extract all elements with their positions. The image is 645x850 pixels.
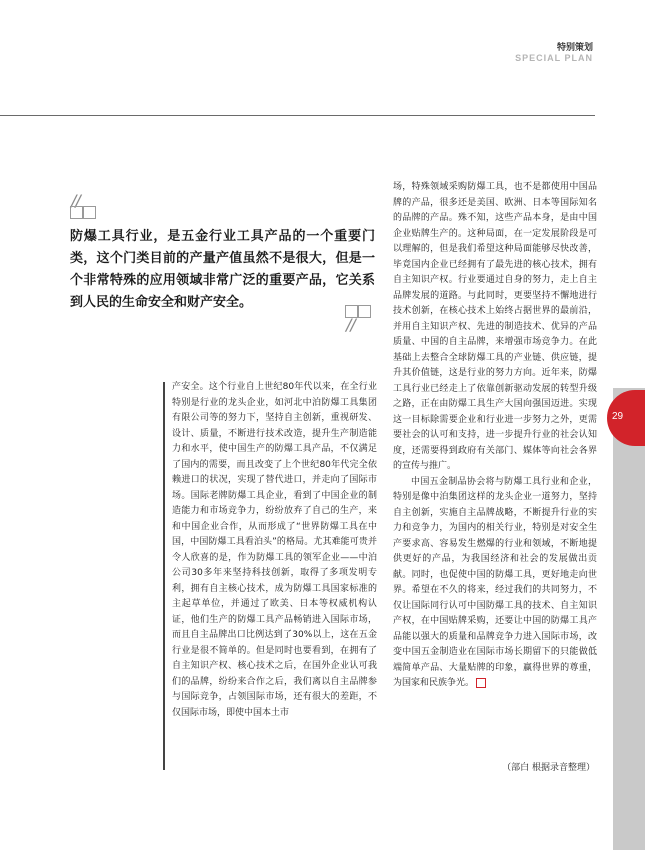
paragraph-text: 中国五金制品协会将与防爆工具行业和企业，特别是像中泊集团这样的龙头企业一道努力，坚持自主创新，实施自主品牌战略，不断提升行业的实力和竞争力，为国内的相关行业，特别是对安全生产要求高、容易发生燃爆的行业和领域，不断地提供更好的产品，为我国经济和社会的发展做出贡献。同时，也促使中国的防爆工具，更好地走向世界。希望在不久的将来，经过我们的共同努力，不仅让国际同行认可中国防爆工具的技术、自主知识产权，在中国贴牌采购，还要让中国的防爆工具产品能以强大的质量和品牌竞争力进入国际市场，改变中国五金制造业在国际市场长期留下的只能做低端简单产品、大量贴牌的印象，赢得世界的尊重，为国家和民族争光。 [393, 476, 597, 688]
paragraph [393, 475, 597, 692]
side-stripe [613, 388, 645, 850]
end-mark-icon [476, 678, 486, 688]
header-rule [0, 115, 595, 116]
pull-quote: 防爆工具行业，是五金行业工具产品的一个重要门类，这个门类目前的产量产值虽然不是很大，但是一个非常特殊的应用领域非常广泛的重要产品，它关系到人民的生命安全和财产安全。 [70, 229, 375, 310]
left-column-bar [163, 382, 165, 770]
left-column [172, 380, 377, 721]
page-number: 29 [612, 411, 624, 422]
section-header-en: SPECIAL PLAN [515, 53, 593, 63]
paragraph: 场，特殊领域采购防爆工具，也不是都使用中国品牌的产品，很多还是美国、欧洲、日本等国际知名的品牌的产品。殊不知，这些产品本身，是由中国企业贴牌生产的。这种局面，在一定发展阶段是可以理解的，但是我们希望这种局面能够尽快改善，毕竟国内企业已经拥有了最先进的核心技术，拥有自主知识产权。行业要通过自身的努力，走上自主品牌发展的道路。与此同时，更要坚持不懈地进行技术创新，在核心技术上始终占据世界的最前沿，并用自主知识产权、先进的制造技术、优异的产品质量、中国的自主品牌，来增强市场竞争力。在此基础上去整合全球防爆工具的产业链、供应链，提升其价值链，这是行业的努力方向。近年来，防爆工具行业已经走上了依靠创新驱动发展的转型升级之路，正在由防爆工具生产大国向强国迈进。实现这一目标除需要企业和行业进一步努力之外，更需要社会的认可和支持，进一步提升行业的社会认知度，还需要得到政府有关部门、媒体等向社会各界的宣传与推广。 [393, 182, 597, 471]
byline: （部白 根据录音整理） [502, 763, 595, 773]
section-header-cn: 特别策划 [556, 43, 593, 53]
right-column [393, 180, 597, 692]
paragraph: 产安全。这个行业自上世纪80年代以来，在全行业特别是行业的龙头企业，如河北中泊防爆工具集团有限公司等的努力下，坚持自主创新，重视研发、设计、质量，不断进行技术改造，提升生产制造能力和水平，使中国生产的防爆工具产品，不仅满足了国内的需要，而且改变了上个世纪80年代完全依赖进口的状况，实现了替代进口，并走向了国际市场。国际老牌防爆工具企业，看到了中国企业的制造能力和市场竞争力，纷纷放弃了自己的生产，来和中国企业合作，从而形成了“世界防爆工具在中国，中国防爆工具看泊头”的格局。尤其难能可贵并令人欣喜的是，作为防爆工具的领军企业——中泊公司30多年来坚持科技创新，取得了多项发明专利，拥有自主核心技术，成为防爆工具国家标准的主起草单位，并通过了欧美、日本等权威机构认证，他们生产的防爆工具产品畅销进入国际市场，而且自主品牌出口比例达到了30%以上，这在五金行业是很不简单的。但是同时也要看到，在拥有了自主知识产权、核心技术之后，在国外企业认可我们的品牌，纷纷来合作之后，我们离以自主品牌参与国际竞争，占领国际市场，还有很大的差距，不仅国际市场，即使中国本土市 [172, 382, 377, 718]
